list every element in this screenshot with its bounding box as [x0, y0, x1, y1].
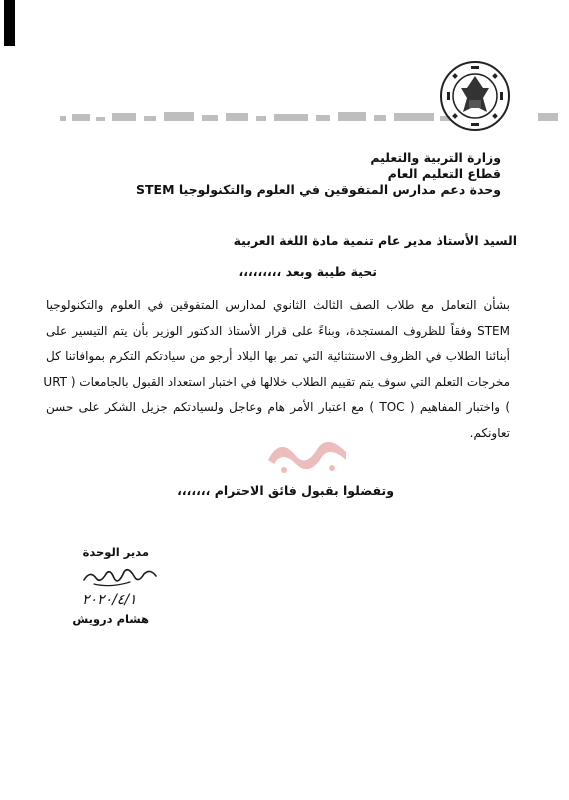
director-name: هشام درويش	[72, 612, 149, 626]
director-title: مدير الوحدة	[82, 545, 149, 559]
handwritten-signature	[80, 562, 160, 590]
unit-name: وحدة دعم مدارس المتفوقين في العلوم والتكنولوجيا STEM	[136, 182, 501, 197]
sector-name: قطاع التعليم العام	[387, 166, 501, 181]
letter-body	[43, 293, 511, 446]
body-line: تعاونكم.	[469, 425, 510, 440]
signature-date: ٢٠٢٠/٤/١	[82, 592, 137, 608]
ministry-header	[136, 150, 501, 198]
scan-corner-mark	[4, 0, 15, 46]
body-line: مخرجات التعلم التي سوف يتم تقييم الطلاب خلالها في اختبار استعداد القبول بالجامعات ( URT	[43, 374, 510, 389]
ministry-seal-logo	[437, 58, 513, 134]
body-line: أبنائنا الطلاب في الظروف الاستثنائية التي تمر بها البلاد أرجو من سيادتكم التكرم بموافاتنا كل	[46, 349, 510, 363]
greeting-line: تحية طيبة وبعد ،،،،،،،،،	[238, 264, 377, 279]
body-line: STEM وفقاً للظروف المستجدة، وبناءً على قرار الأستاذ الدكتور الوزير بأن يتم التيسير على	[46, 323, 510, 338]
watermark-logo	[262, 430, 352, 476]
recipient-line: السيد الأستاذ مدير عام تنمية مادة اللغة العربية	[233, 233, 517, 248]
ministry-name: وزارة التربية والتعليم	[370, 150, 501, 165]
body-line: بشأن التعامل مع طلاب الصف الثالث الثانوي لمدارس المتفوقين في العلوم والتكنولوجيا	[46, 298, 510, 312]
closing-line: وتفضلوا بقبول فائق الاحترام ،،،،،،،	[177, 483, 394, 498]
body-line: ) واختبار المفاهيم ( TOC ) مع اعتبار الأمر هام وعاجل ولسيادتكم جزيل الشكر على حسن	[46, 400, 511, 414]
